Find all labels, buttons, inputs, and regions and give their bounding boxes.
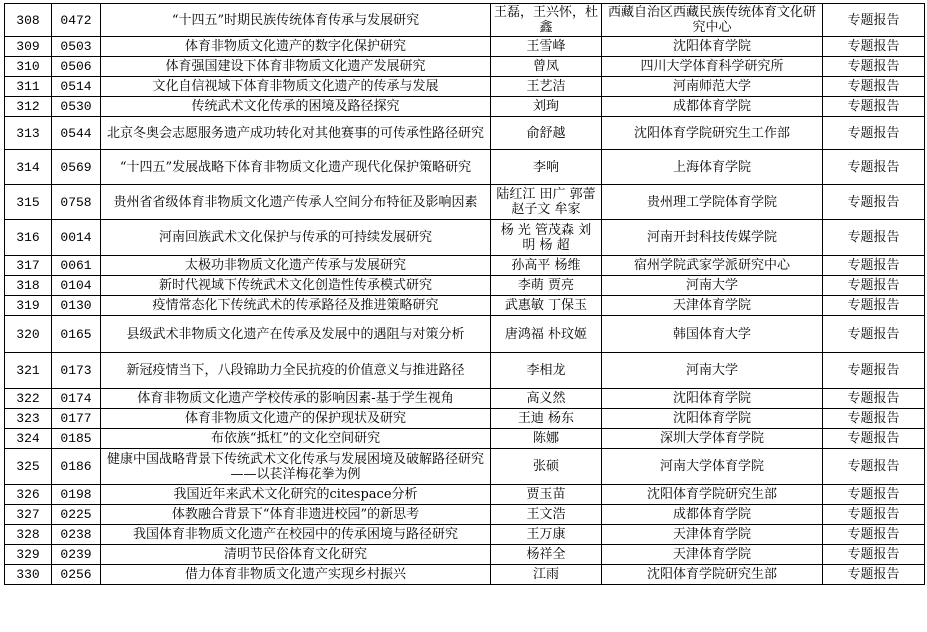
table-row	[5, 389, 925, 409]
table-row	[5, 353, 925, 389]
row-number: 330	[5, 565, 52, 585]
row-author: 陆红江 田广 郭蕾 赵子文 牟家	[491, 185, 602, 220]
row-number: 312	[5, 97, 52, 117]
row-author: 李萌 贾亮	[491, 276, 602, 296]
row-title: 新时代视域下传统武术文化创造性传承模式研究	[101, 276, 491, 296]
row-number: 319	[5, 296, 52, 316]
row-organization: 河南大学	[602, 276, 823, 296]
row-number: 327	[5, 505, 52, 525]
row-number: 311	[5, 77, 52, 97]
row-number: 313	[5, 117, 52, 150]
row-report-type: 专题报告	[823, 37, 925, 57]
table-row	[5, 4, 925, 37]
row-number: 318	[5, 276, 52, 296]
row-code: 0758	[52, 185, 101, 220]
row-author: 李响	[491, 150, 602, 185]
table-row	[5, 296, 925, 316]
row-code: 0472	[52, 4, 101, 37]
row-organization: 沈阳体育学院研究生工作部	[602, 117, 823, 150]
row-title: 县级武术非物质文化遗产在传承及发展中的遇阻与对策分析	[101, 316, 491, 353]
row-number: 329	[5, 545, 52, 565]
row-author: 陈娜	[491, 429, 602, 449]
row-report-type: 专题报告	[823, 185, 925, 220]
row-code: 0177	[52, 409, 101, 429]
row-code: 0165	[52, 316, 101, 353]
table-row	[5, 276, 925, 296]
table-row	[5, 545, 925, 565]
row-title: 健康中国战略背景下传统武术文化传承与发展困境及破解路径研究——以苌洋梅花拳为例	[101, 449, 491, 485]
row-code: 0503	[52, 37, 101, 57]
row-author: 高义然	[491, 389, 602, 409]
table-row	[5, 485, 925, 505]
row-organization: 天津体育学院	[602, 545, 823, 565]
row-report-type: 专题报告	[823, 545, 925, 565]
row-report-type: 专题报告	[823, 77, 925, 97]
row-organization: 沈阳体育学院研究生部	[602, 565, 823, 585]
row-organization: 河南开封科技传媒学院	[602, 220, 823, 256]
table-row	[5, 97, 925, 117]
row-report-type: 专题报告	[823, 117, 925, 150]
row-organization: 上海体育学院	[602, 150, 823, 185]
row-author: 王文浩	[491, 505, 602, 525]
row-author: 曾凤	[491, 57, 602, 77]
row-author: 江雨	[491, 565, 602, 585]
row-title: 我国体育非物质文化遗产在校园中的传承困境与路径研究	[101, 525, 491, 545]
row-code: 0173	[52, 353, 101, 389]
row-organization: 深圳大学体育学院	[602, 429, 823, 449]
row-author: 李相龙	[491, 353, 602, 389]
row-report-type: 专题报告	[823, 485, 925, 505]
row-title: 借力体育非物质文化遗产实现乡村振兴	[101, 565, 491, 585]
row-code: 0256	[52, 565, 101, 585]
row-title: 体育非物质文化遗产的数字化保护研究	[101, 37, 491, 57]
row-code: 0186	[52, 449, 101, 485]
table-row	[5, 57, 925, 77]
row-code: 0544	[52, 117, 101, 150]
row-report-type: 专题报告	[823, 525, 925, 545]
row-author: 王迪 杨东	[491, 409, 602, 429]
table-row	[5, 409, 925, 429]
table-row	[5, 37, 925, 57]
row-organization: 韩国体育大学	[602, 316, 823, 353]
row-author: 武惠敏 丁保玉	[491, 296, 602, 316]
row-author: 杨祥全	[491, 545, 602, 565]
row-organization: 天津体育学院	[602, 296, 823, 316]
row-number: 316	[5, 220, 52, 256]
table-row	[5, 150, 925, 185]
row-report-type: 专题报告	[823, 97, 925, 117]
table-row	[5, 185, 925, 220]
row-number: 314	[5, 150, 52, 185]
row-author: 张硕	[491, 449, 602, 485]
row-author: 唐鸿福 朴玟姬	[491, 316, 602, 353]
row-code: 0225	[52, 505, 101, 525]
row-code: 0238	[52, 525, 101, 545]
row-number: 320	[5, 316, 52, 353]
row-author: 王万康	[491, 525, 602, 545]
table-row	[5, 525, 925, 545]
row-organization: 成都体育学院	[602, 97, 823, 117]
row-code: 0185	[52, 429, 101, 449]
row-number: 324	[5, 429, 52, 449]
row-code: 0014	[52, 220, 101, 256]
row-organization: 成都体育学院	[602, 505, 823, 525]
table-row	[5, 316, 925, 353]
row-report-type: 专题报告	[823, 220, 925, 256]
row-code: 0506	[52, 57, 101, 77]
row-title: 贵州省省级体育非物质文化遗产传承人空间分布特征及影响因素	[101, 185, 491, 220]
row-organization: 河南师范大学	[602, 77, 823, 97]
row-title: 太极功非物质文化遗产传承与发展研究	[101, 256, 491, 276]
row-author: 杨 光 管茂森 刘 明 杨 超	[491, 220, 602, 256]
row-title: 体育非物质文化遗产的保护现状及研究	[101, 409, 491, 429]
row-report-type: 专题报告	[823, 57, 925, 77]
row-report-type: 专题报告	[823, 429, 925, 449]
row-author: 王艺洁	[491, 77, 602, 97]
row-number: 315	[5, 185, 52, 220]
row-author: 王雪峰	[491, 37, 602, 57]
row-title: 体育非物质文化遗产学校传承的影响因素-基于学生视角	[101, 389, 491, 409]
table-row	[5, 565, 925, 585]
row-organization: 四川大学体育科学研究所	[602, 57, 823, 77]
table-row	[5, 256, 925, 276]
report-table-wrapper	[4, 3, 925, 585]
row-code: 0530	[52, 97, 101, 117]
row-title: 北京冬奥会志愿服务遗产成功转化对其他赛事的可传承性路径研究	[101, 117, 491, 150]
table-row	[5, 449, 925, 485]
report-table	[4, 3, 925, 585]
row-title: 文化自信视域下体育非物质文化遗产的传承与发展	[101, 77, 491, 97]
row-organization: 西藏自治区西藏民族传统体育文化研究中心	[602, 4, 823, 37]
row-title: 河南回族武术文化保护与传承的可持续发展研究	[101, 220, 491, 256]
row-title: 布依族“抵杠”的文化空间研究	[101, 429, 491, 449]
row-organization: 河南大学体育学院	[602, 449, 823, 485]
row-number: 323	[5, 409, 52, 429]
row-title: “十四五”发展战略下体育非物质文化遗产现代化保护策略研究	[101, 150, 491, 185]
row-code: 0514	[52, 77, 101, 97]
row-report-type: 专题报告	[823, 4, 925, 37]
row-report-type: 专题报告	[823, 409, 925, 429]
row-organization: 沈阳体育学院	[602, 37, 823, 57]
row-organization: 贵州理工学院体育学院	[602, 185, 823, 220]
row-organization: 沈阳体育学院研究生部	[602, 485, 823, 505]
row-report-type: 专题报告	[823, 150, 925, 185]
row-title: 清明节民俗体育文化研究	[101, 545, 491, 565]
row-code: 0239	[52, 545, 101, 565]
row-report-type: 专题报告	[823, 565, 925, 585]
row-number: 308	[5, 4, 52, 37]
row-report-type: 专题报告	[823, 276, 925, 296]
row-number: 328	[5, 525, 52, 545]
row-number: 325	[5, 449, 52, 485]
row-organization: 宿州学院武家学派研究中心	[602, 256, 823, 276]
row-code: 0130	[52, 296, 101, 316]
row-organization: 沈阳体育学院	[602, 409, 823, 429]
row-report-type: 专题报告	[823, 296, 925, 316]
row-author: 俞舒越	[491, 117, 602, 150]
row-code: 0569	[52, 150, 101, 185]
row-organization: 河南大学	[602, 353, 823, 389]
table-row	[5, 505, 925, 525]
row-organization: 沈阳体育学院	[602, 389, 823, 409]
row-report-type: 专题报告	[823, 353, 925, 389]
row-number: 322	[5, 389, 52, 409]
row-code: 0061	[52, 256, 101, 276]
row-author: 贾玉苗	[491, 485, 602, 505]
row-number: 317	[5, 256, 52, 276]
row-number: 321	[5, 353, 52, 389]
row-title: “十四五”时期民族传统体育传承与发展研究	[101, 4, 491, 37]
row-report-type: 专题报告	[823, 316, 925, 353]
row-author: 王磊，王兴怀，杜鑫	[491, 4, 602, 37]
row-author: 刘珣	[491, 97, 602, 117]
table-row	[5, 77, 925, 97]
table-row	[5, 220, 925, 256]
row-report-type: 专题报告	[823, 256, 925, 276]
row-number: 309	[5, 37, 52, 57]
table-row	[5, 429, 925, 449]
row-number: 326	[5, 485, 52, 505]
table-row	[5, 117, 925, 150]
row-report-type: 专题报告	[823, 389, 925, 409]
row-title: 疫情常态化下传统武术的传承路径及推进策略研究	[101, 296, 491, 316]
row-code: 0174	[52, 389, 101, 409]
row-code: 0104	[52, 276, 101, 296]
row-report-type: 专题报告	[823, 505, 925, 525]
row-author: 孙高平 杨维	[491, 256, 602, 276]
row-title: 传统武术文化传承的困境及路径探究	[101, 97, 491, 117]
row-title: 体教融合背景下“体育非遗进校园”的新思考	[101, 505, 491, 525]
table-body	[5, 4, 925, 585]
row-title: 我国近年来武术文化研究的citespace分析	[101, 485, 491, 505]
row-report-type: 专题报告	[823, 449, 925, 485]
row-title: 新冠疫情当下，八段锦助力全民抗疫的价值意义与推进路径	[101, 353, 491, 389]
row-number: 310	[5, 57, 52, 77]
row-title: 体育强国建设下体育非物质文化遗产发展研究	[101, 57, 491, 77]
row-code: 0198	[52, 485, 101, 505]
row-organization: 天津体育学院	[602, 525, 823, 545]
